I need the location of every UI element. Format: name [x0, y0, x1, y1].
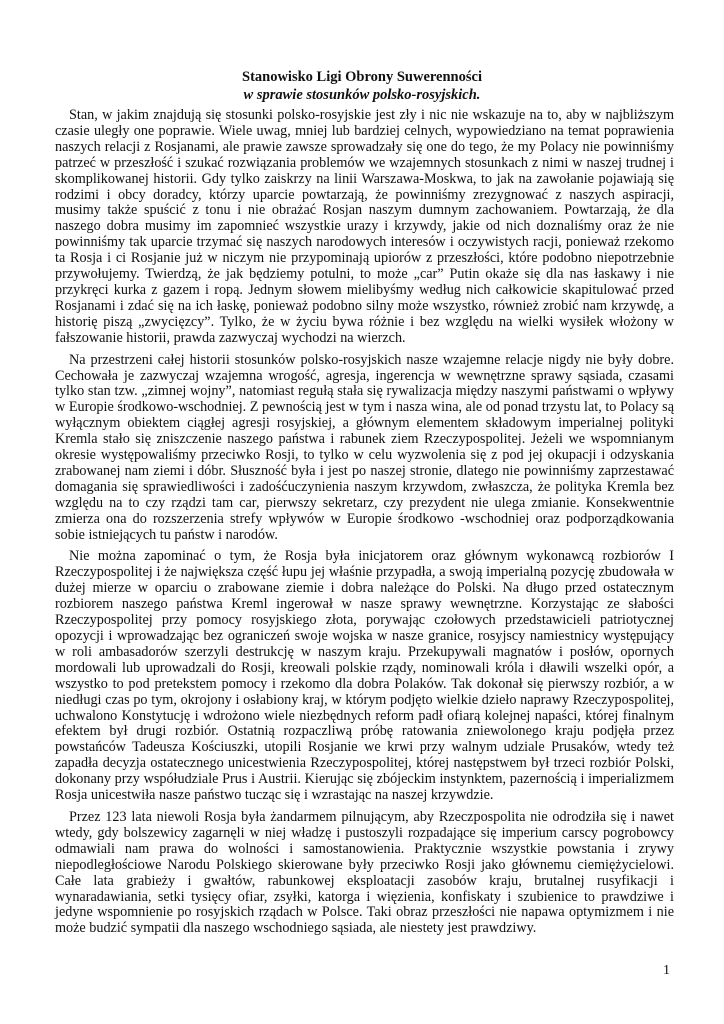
paragraph-3: Nie można zapominać o tym, że Rosja była inicjatorem oraz głównym wykonawcą rozbiorów I Rzeczypospolitej i że największa część łupu jej właśnie przypadła, a swoją imperialną pozycję zbudowała w dużej mierze w oparciu o zrabowane ziemie i dobra należące do Polski. Na długo przed ostatecznym rozbiorem naszego państwa Kreml ingerował w nasze sprawy wewnętrzne. Korzystając ze słabości Rzeczypospolitej przy pomocy rosyjskiego złota, porywając czołowych przedstawicieli patriotycznej opozycji i wprowadzając bez ograniczeń swoje wojska w nasze granice, rosyjscy namiestnicy występujący w roli ambasadorów szerzyli destrukcję w naszym kraju. Przekupywali magnatów i posłów, opornych mordowali lub uprowadzali do Rosji, kreowali polskie rządy, nominowali króla i dławili wszelki opór, a wszystko to pod pretekstem pomocy i rzekomo dla dobra Polaków. Tak dokonał się pierwszy rozbiór, a w niedługi czas po tym, okrojony i osłabiony kraj, w którym podjęto wielkie dzieło naprawy Rzeczypospolitej, uchwalono Konstytucję i wdrożono wiele niezbędnych reform padł ofiarą kolejnej napaści, której finalnym efektem był drugi rozbiór. Ostatnią rozpaczliwą próbę ratowania zniewolonego kraju podjęła przez powstańców Tadeusza Kościuszki, utopili Rosjanie we krwi przy walnym udziale Prusaków, wtedy też zapadła decyzja ostatecznego unicestwienia Rzeczypospolitej, której następstwem był trzeci rozbiór Polski, dokonany przy współudziale Prus i Austrii. Kierując się zbójeckim instynktem, pazernością i imperializmem Rosja unicestwiła nasze państwo tucząc się i wzrastając na naszej krzywdzie.	[55, 548, 674, 804]
document-body	[55, 108, 674, 943]
paragraph-2: Na przestrzeni całej historii stosunków polsko-rosyjskich nasze wzajemne relacje nigdy nie były dobre. Cechowała je zazwyczaj wzajemna wrogość, agresja, ingerencja w wewnętrzne sprawy sąsiada, czasami tylko stan tzw. „zimnej wojny”, natomiast regułą stała się rywalizacja między naszymi państwami o wpływy w Europie środkowo-wschodniej. Z pewnością jest w tym i nasza wina, ale od ponad trzystu lat, to Polacy są wyłącznym obiektem ciągłej agresji rosyjskiej, a głównym elementem składowym imperialnej polityki Kremla stało się zniszczenie naszego państwa i rabunek ziem Rzeczypospolitej. Jeżeli we wspomnianym okresie występowaliśmy przeciwko Rosji, to tylko w celu wyzwolenia się z pod jej okupacji i odzyskania zrabowanej nam ziemi i dóbr. Słuszność była i jest po naszej stronie, dlatego nie powinniśmy zaprzestawać domagania się sprawiedliwości i zadośćuczynienia naszym krzywdom, zwłaszcza, że polityka Kremla bez względu na to czy rządzi tam car, pierwszy sekretarz, czy prezydent nie ulega zmianie. Konsekwentnie zmierza ona do rozszerzenia strefy wpływów w Europie środkowo -wschodniej oraz podporządkowania sobie istniejących tu państw i narodów.	[55, 351, 674, 543]
document-subtitle: w sprawie stosunków polsko-rosyjskich.	[243, 87, 481, 103]
paragraph-4: Przez 123 lata niewoli Rosja była żandarmem pilnującym, aby Rzeczpospolita nie odrodziła się i nawet wtedy, gdy bolszewicy zagarnęli w niej władzę i pustoszyli rozpadające się imperium carscy pogrobowcy odmawiali nam prawa do wolności i samostanowienia. Praktycznie wszystkie powstania i zrywy niepodległościowe Narodu Polskiego skierowane były przeciwko Rosji jako głównemu ciemiężycielowi. Całe lata grabieży i gwałtów, rabunkowej eksploatacji zasobów kraju, brutalnej rusyfikacji i wynaradawiania, setki tysięcy ofiar, zsyłki, katorga i więzienia, konfiskaty i szubienice to prawdziwe i jedyne wspomnienie po rosyjskich rządach w Polsce. Taki obraz przeszłości nie napawa optymizmem i nie może budzić sympatii dla naszego wschodniego sąsiada, ale niestety jest prawdziwy.	[55, 808, 674, 937]
page-number: 1	[663, 963, 670, 978]
document-title: Stanowisko Ligi Obrony Suwerenności	[242, 69, 482, 85]
document-header	[0, 68, 724, 104]
paragraph-1: Stan, w jakim znajdują się stosunki polsko-rosyjskie jest zły i nic nie wskazuje na to, aby w najbliższym czasie uległy one poprawie. Wiele uwag, mniej lub bardziej celnych, wypowiedziano na temat poprawienia naszych relacji z Rosjanami, ale prawie zawsze sprowadzały się one do tego, że my Polacy nie powinniśmy patrzeć w przeszłość i szukać rozwiązania problemów we wzajemnych stosunkach z nimi w naszej trudnej i skomplikowanej historii. Gdy tylko zaiskrzy na linii Warszawa-Moskwa, to jak na zawołanie pojawiają się rodzimi i obcy doradcy, którzy uparcie powtarzają, że powinniśmy zrezygnować z naszych aspiracji, musimy także spuścić z tonu i nie obrażać Rosjan naszym dumnym zachowaniem. Powtarzają, że dla naszego dobra musimy im zapomnieć wszystkie urazy i krzywdy, jakie od nich doznaliśmy oraz że nie powinniśmy tak uparcie trzymać się naszych narodowych interesów i oczywistych racji, ponieważ rzekomo ta Rosja i ci Rosjanie już w niczym nie przypominają upiorów z przeszłości, które podobno niepotrzebnie przywołujemy. Twierdzą, że jak będziemy potulni, to może „car” Putin okaże się dla nas łaskawy i nie przykręci kurka z gazem i ropą. Jednym słowem mielibyśmy według nich całkowicie skapitulować przed Rosjanami i zdać się na ich łaskę, ponieważ podobno silny może wszystko, również zrobić nam krzywdę, a historię piszą „zwycięzcy”. Tylko, że w życiu bywa różnie i bez względu na wielki wysiłek włożony w fałszowanie historii, prawda zazwyczaj wychodzi na wierzch.	[55, 107, 674, 346]
